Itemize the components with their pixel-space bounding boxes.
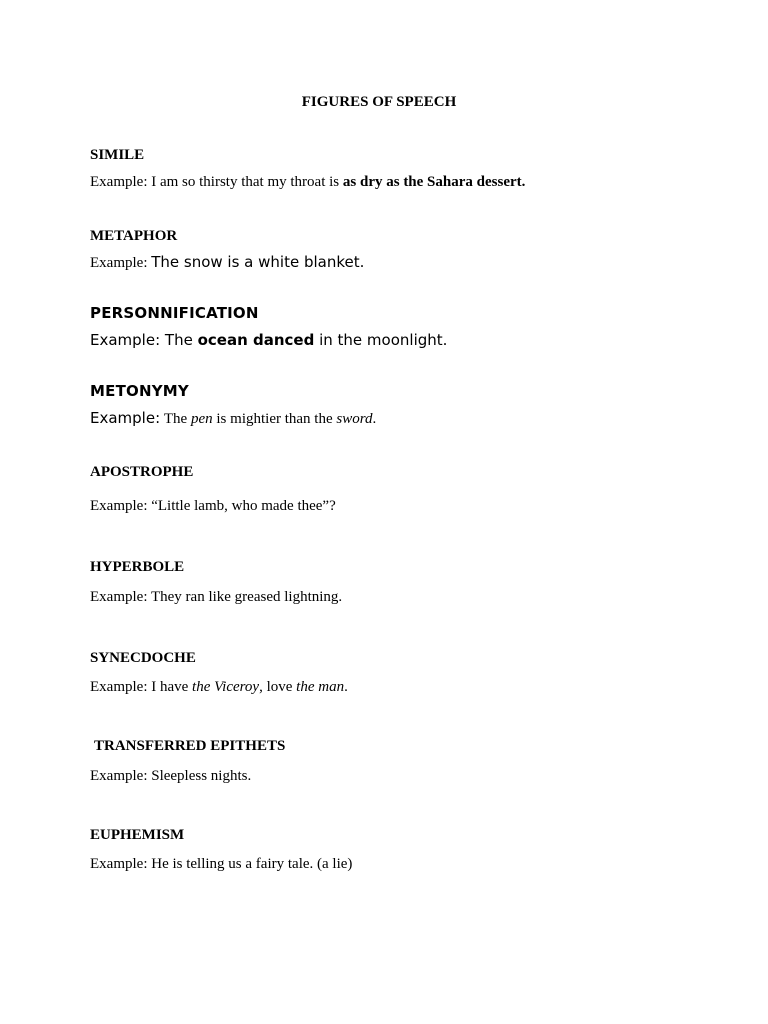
heading-hyperbole: HYPERBOLE	[90, 559, 185, 575]
example-label: Example:	[90, 255, 148, 271]
example-label: Example:	[90, 679, 148, 695]
example-label: Example:	[90, 409, 161, 427]
heading-metonymy: METONYMY	[90, 382, 189, 400]
heading-metaphor: METAPHOR	[90, 228, 178, 244]
example-label: Example:	[90, 498, 148, 514]
example-text: , love	[259, 679, 297, 695]
example-label: Example:	[90, 589, 148, 605]
example-emphasis: as dry as the Sahara dessert.	[342, 174, 526, 190]
heading-synecdoche: SYNECDOCHE	[90, 650, 196, 666]
example-text: is mightier than the	[212, 411, 337, 427]
heading-euphemism: EUPHEMISM	[90, 827, 185, 843]
example-text: I have	[151, 679, 193, 695]
heading-apostrophe: APOSTROPHE	[90, 464, 194, 480]
example-text: “Little lamb, who made thee”?	[151, 498, 336, 514]
example-label: Example:	[90, 331, 161, 349]
example-label: Example:	[90, 768, 148, 784]
example-label: Example:	[90, 856, 148, 872]
example-hyperbole	[90, 588, 342, 606]
example-euphemism	[90, 855, 352, 873]
example-metaphor	[90, 253, 364, 272]
example-personnification	[90, 331, 447, 349]
example-text: The	[163, 411, 191, 427]
example-emphasis: ocean danced	[197, 331, 315, 349]
example-text: I am so thirsty that my throat is	[151, 174, 343, 190]
example-metonymy	[90, 409, 376, 428]
example-emphasis: the man	[296, 679, 345, 695]
example-text: in the moonlight.	[314, 331, 448, 349]
example-text: He is telling us a fairy tale. (a lie)	[151, 856, 353, 872]
document-title: FIGURES OF SPEECH	[301, 94, 457, 110]
example-transferred-epithets	[90, 767, 251, 785]
example-label: Example:	[90, 174, 148, 190]
heading-simile: SIMILE	[90, 147, 145, 163]
example-emphasis: pen	[190, 411, 213, 427]
example-emphasis: the Viceroy	[192, 679, 260, 695]
example-text: Sleepless nights.	[151, 768, 252, 784]
example-apostrophe	[90, 497, 336, 515]
example-emphasis: sword	[336, 411, 373, 427]
example-simile	[90, 173, 525, 191]
example-text: .	[372, 411, 377, 427]
heading-personnification: PERSONNIFICATION	[90, 304, 259, 322]
example-text: They ran like greased lightning.	[150, 589, 343, 605]
example-text: The snow is a white blanket.	[151, 253, 365, 271]
example-synecdoche	[90, 678, 348, 696]
example-text: .	[344, 679, 348, 695]
example-text: The	[164, 331, 198, 349]
heading-transferred-epithets: TRANSFERRED EPITHETS	[94, 738, 286, 754]
